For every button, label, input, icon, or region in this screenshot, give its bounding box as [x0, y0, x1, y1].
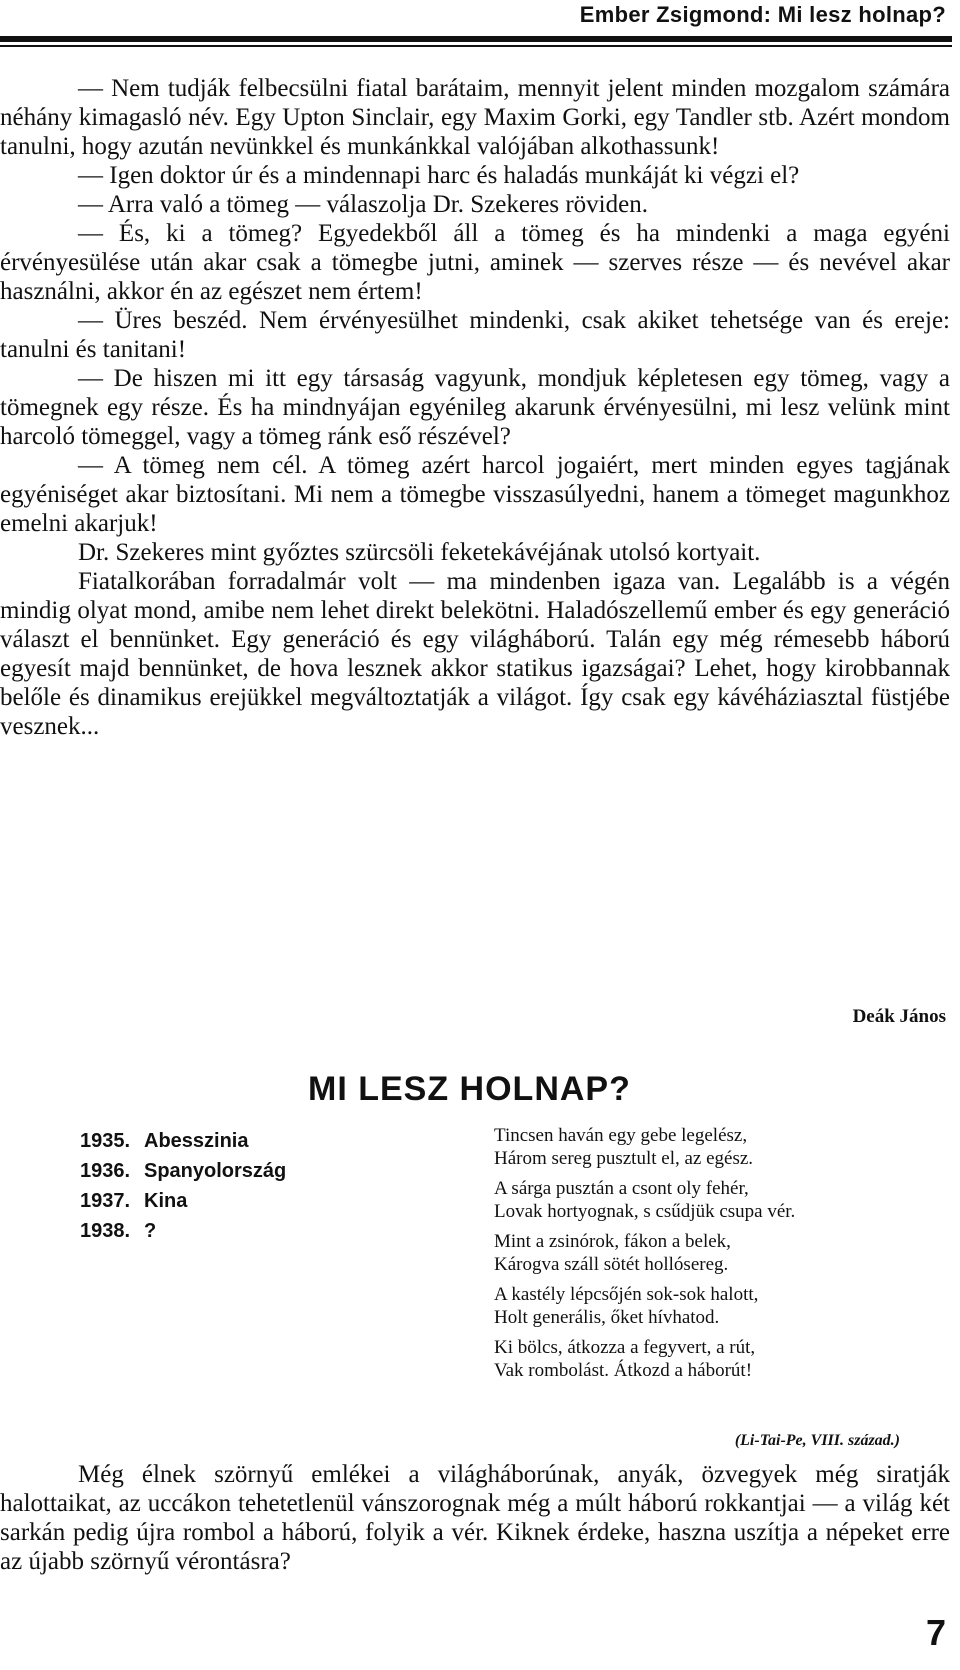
poem-line: Három sereg pusztult el, az egész.: [494, 1148, 754, 1169]
year-list: [80, 1126, 286, 1246]
article-body: [0, 74, 950, 741]
poem-line: Mint a zsinórok, fákon a belek,: [494, 1231, 731, 1252]
year-entry: [80, 1156, 286, 1186]
poem-stanza: [494, 1283, 914, 1329]
poem-line: A kastély lépcsőjén sok-sok halott,: [494, 1284, 759, 1305]
year-label: 1937.: [80, 1190, 131, 1212]
poem-line: Tincsen haván egy gebe legelész,: [494, 1125, 748, 1146]
poem-stanza: [494, 1336, 914, 1382]
article-paragraph: — Arra való a tömeg — válaszolja Dr. Szekeres röviden.: [78, 191, 648, 218]
header-rule-thin: [0, 45, 952, 47]
article-paragraph: — És, ki a tömeg? Egyedekből áll a tömeg és ha mindenki a maga egyéni érvényesülése után akar csak a tömegbe jutni, aminek — szerves része — és nevével akar használni, akkor én az egészet nem értem!: [0, 220, 950, 305]
closing-paragraph: Még élnek szörnyű emlékei a világháborúnak, anyák, özvegyek még siratják halottaikat, az uccákon tehetetlenül vánszorognak még a múlt háború rokkantjai — a világ két sarkán pedig újra rombol a háború, folyik a vér. Kiknek érdeke, haszna uszítja a népeket erre az újabb szörnyű vérontásra?: [0, 1461, 950, 1575]
running-head: Ember Zsigmond: Mi lesz holnap?: [579, 2, 946, 27]
author-signature: Deák János: [852, 1006, 946, 1027]
poem-body: [494, 1124, 914, 1389]
poem-stanza: [494, 1124, 914, 1170]
poem-line: Károgva száll sötét hollósereg.: [494, 1254, 729, 1275]
year-place: Kina: [144, 1190, 188, 1212]
article-paragraph: Fiatalkorában forradalmár volt — ma mindenben igaza van. Legalább is a végén mindig olyat mond, amibe nem lehet direkt belekötni. Haladószellemű ember és egy generáció választ el bennünket. Egy generáció és egy világháború. Talán egy még rémesebb háború egyesít majd bennünket, de hova lesznek akkor statikus igazságai? Lehet, hogy kirobbannak belőle és dinamikus erejükkel megváltoztatják a világot. Így csak egy kávéháziasztal füstjébe vesznek...: [0, 568, 950, 740]
poem-line: Lovak hortyognak, s csűdjük csupa vér.: [494, 1201, 796, 1222]
article-paragraph: — A tömeg nem cél. A tömeg azért harcol jogaiért, mert minden egyes tagjának egyéniséget akar biztosítani. Mi nem a tömegbe visszasúlyedni, hanem a tömeget magunkhoz emelni akarjuk!: [0, 452, 950, 537]
header-rule-thick: [0, 36, 952, 42]
poem-line: Holt generális, őket hívhatod.: [494, 1307, 720, 1328]
page-number: 7: [925, 1612, 946, 1653]
year-place: Abesszinia: [144, 1130, 249, 1152]
year-entry: [80, 1216, 286, 1246]
poem-stanza: [494, 1230, 914, 1276]
poem-line: Vak rombolást. Átkozd a háborút!: [494, 1360, 753, 1381]
year-entry: [80, 1126, 286, 1156]
article-paragraph: — Nem tudják felbecsülni fiatal barátaim, mennyit jelent minden mozgalom számára néhány kimagasló név. Egy Upton Sinclair, egy Maxim Gorki, egy Tandler stb. Azért mondom tanulni, hogy azután nevünkkel és munkánkkal valójában alkothassunk!: [0, 75, 950, 160]
year-label: 1938.: [80, 1220, 131, 1242]
article-paragraph: — Igen doktor úr és a mindennapi harc és haladás munkáját ki végzi el?: [78, 162, 800, 189]
article-paragraph: — De hiszen mi itt egy társaság vagyunk, mondjuk képletesen egy tömeg, vagy a tömegnek egy része. És ha mindnyájan egyénileg akarunk érvényesülni, mi lesz velünk mint harcoló tömeggel, vagy a tömeg ránk eső részével?: [0, 365, 950, 450]
poem-title: MI LESZ HOLNAP?: [308, 1070, 631, 1108]
article-paragraph: — Üres beszéd. Nem érvényesülhet mindenki, csak akiket tehetsége van és ereje: tanulni és tanitani!: [0, 307, 950, 363]
article-paragraph: Dr. Szekeres mint győztes szürcsöli feketekávéjának utolsó kortyait.: [78, 539, 761, 566]
year-place: Spanyolország: [144, 1160, 287, 1182]
poem-line: A sárga pusztán a csont oly fehér,: [494, 1178, 749, 1199]
year-place: ?: [144, 1220, 157, 1242]
poem-stanza: [494, 1177, 914, 1223]
year-label: 1935.: [80, 1130, 131, 1152]
poem-source: (Li-Tai-Pe, VIII. század.): [734, 1432, 900, 1449]
year-entry: [80, 1186, 286, 1216]
year-label: 1936.: [80, 1160, 131, 1182]
poem-line: Ki bölcs, átkozza a fegyvert, a rút,: [494, 1337, 756, 1358]
